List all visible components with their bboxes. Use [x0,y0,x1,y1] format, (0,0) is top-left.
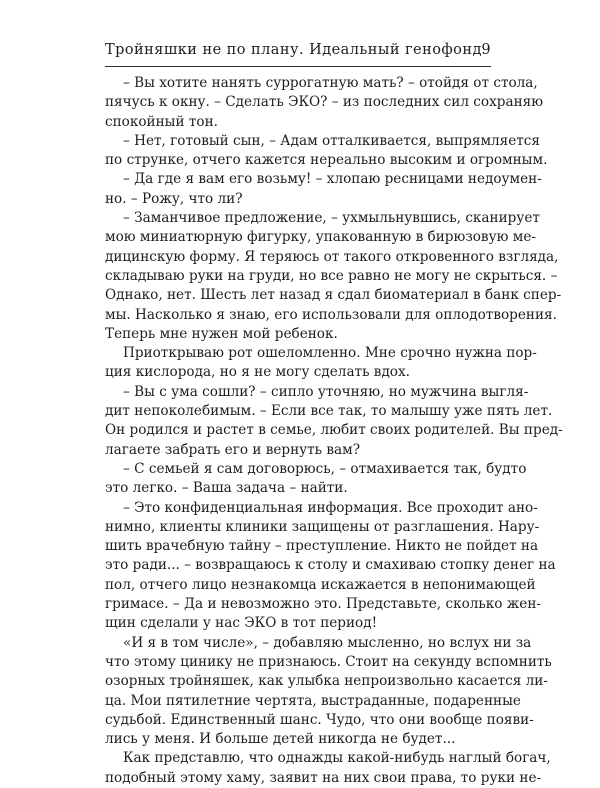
text-line: ция кислорода, но я не могу сделать вдох. [105,364,410,381]
text-line: «И я в том числе», – добавляю мысленно, но вслух ни за [123,634,532,651]
text-line: шить врачебную тайну – преступление. Никто не пойдет на [105,538,539,555]
text-line: – Вы хотите нанять суррогатную мать? – отойдя от стола, [123,75,538,91]
header-rule [105,66,491,67]
text-line: судьбой. Единственный шанс. Чудо, что они вообще появи- [105,711,534,728]
text-line: щин сделали у нас ЭКО в тот период! [105,615,378,632]
text-line: – Да где я вам его возьму! – хлопаю ресницами недоумен- [123,171,542,188]
text-line: дицинскую форму. Я теряюсь от такого откровенного взгляда, [105,248,559,265]
text-line: озорных тройняшек, как улыбка непроизвольно касается ли- [105,673,548,690]
text-line: – Нет, готовый сын, – Адам отталкивается, выпрямляется [123,132,540,149]
text-line: лагаете забрать его и вернуть вам? [105,441,361,458]
text-line: ца. Мои пятилетние чертята, выстраданные, подаренные [105,692,521,709]
text-line: Как представлю, что однажды какой-нибудь наглый богач, [123,750,551,767]
text-line: – Вы с ума сошли? – сипло уточняю, но мужчина выгля- [123,383,529,400]
text-line: гримасе. – Да и невозможно это. Представьте, сколько жен- [105,596,541,613]
text-line: пячусь к окну. – Сделать ЭКО? – из последних сил сохраняю [105,94,544,111]
text-line: Теперь мне нужен мой ребенок. [105,325,338,342]
text-line: это легко. – Ваша задача – найти. [105,480,348,497]
text-line: подобный этому хаму, заявит на них свои права, то руки не- [105,769,542,786]
text-line: дит непоколебимым. – Если все так, то малышу уже пять лет. [105,403,553,420]
text-line: мою миниатюрную фигурку, упакованную в бирюзовую ме- [105,229,536,246]
text-line: спокойный тон. [105,113,218,130]
text-line: пол, отчего лицо незнакомца искажается в непонимающей [105,576,536,593]
text-line: нимно, клиенты клиники защищены от разглашения. Нару- [105,518,540,535]
text-line: Приоткрываю рот ошеломленно. Мне срочно нужна пор- [123,345,537,362]
text-line: по струнке, отчего кажется нереально высоким и огромным. [105,152,548,169]
text-line: что этому цинику не признаюсь. Стоит на секунду вспомнить [105,653,552,670]
text-line: лись у меня. И больше детей никогда не будет... [105,731,456,748]
book-title: Тройняшки не по плану. Идеальный генофонд [105,42,482,58]
text-line: Однако, нет. Шесть лет назад я сдал биоматериал в банк спер- [105,287,562,304]
text-line: Он родился и растет в семье, любит своих родителей. Вы пред- [105,422,563,439]
text-line: но. – Рожу, что ли? [105,190,243,207]
text-line: – С семьей я сам договорюсь, – отмахивается так, будто [123,460,527,477]
text-line: – Заманчивое предложение, – ухмыльнувшись, сканирует [123,210,540,227]
page-number: 9 [481,42,491,58]
body-text [105,74,563,788]
text-line: – Это конфиденциальная информация. Все проходит ано- [123,499,538,516]
text-line: складываю руки на груди, но все равно не могу не скрыться. – [105,267,558,284]
text-line: мы. Насколько я знаю, его использовали для оплодотворения. [105,306,557,323]
text-line: это ради... – возвращаюсь к столу и смахиваю стопку денег на [105,557,556,574]
